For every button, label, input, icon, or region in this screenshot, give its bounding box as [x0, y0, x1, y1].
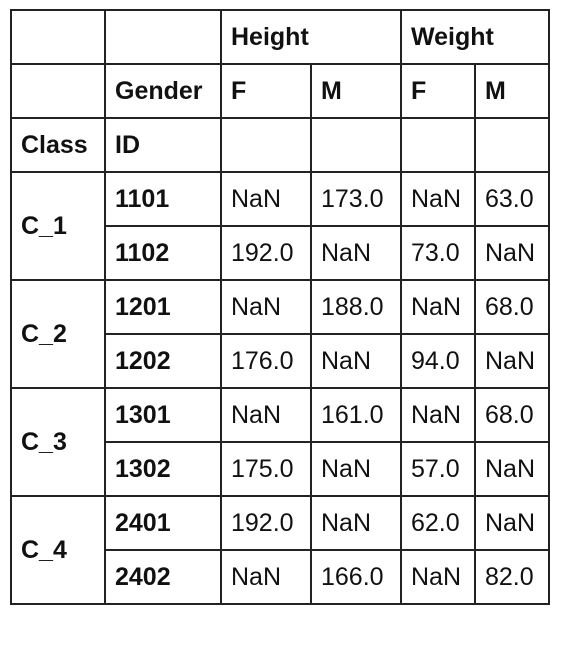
- value-cell: NaN: [401, 550, 475, 604]
- value-cell: 82.0: [475, 550, 549, 604]
- id-index-cell: 1101: [105, 172, 221, 226]
- table-header: [11, 10, 549, 172]
- id-index-cell: 1302: [105, 442, 221, 496]
- value-cell: 94.0: [401, 334, 475, 388]
- value-cell: NaN: [311, 226, 401, 280]
- value-cell: NaN: [221, 550, 311, 604]
- value-cell: 188.0: [311, 280, 401, 334]
- value-cell: NaN: [401, 172, 475, 226]
- value-cell: NaN: [475, 226, 549, 280]
- value-cell: NaN: [221, 388, 311, 442]
- id-index-cell: 1201: [105, 280, 221, 334]
- value-cell: NaN: [311, 496, 401, 550]
- value-cell: 161.0: [311, 388, 401, 442]
- id-index-label: ID: [105, 118, 221, 172]
- table-row: [11, 280, 549, 334]
- value-cell: 192.0: [221, 496, 311, 550]
- id-index-cell: 1102: [105, 226, 221, 280]
- value-cell: 68.0: [475, 388, 549, 442]
- value-cell: 73.0: [401, 226, 475, 280]
- value-cell: NaN: [311, 442, 401, 496]
- value-cell: 68.0: [475, 280, 549, 334]
- class-index-label: Class: [11, 118, 105, 172]
- value-cell: NaN: [475, 442, 549, 496]
- header-row-index-names: [11, 118, 549, 172]
- empty-header-cell: [221, 118, 311, 172]
- value-cell: 173.0: [311, 172, 401, 226]
- empty-header-cell: [475, 118, 549, 172]
- column-header-height-f: F: [221, 64, 311, 118]
- value-cell: NaN: [311, 334, 401, 388]
- corner-cell: [11, 10, 105, 64]
- empty-header-cell: [401, 118, 475, 172]
- id-index-cell: 2402: [105, 550, 221, 604]
- table-row: [11, 172, 549, 226]
- column-header-weight-f: F: [401, 64, 475, 118]
- value-cell: 175.0: [221, 442, 311, 496]
- value-cell: 166.0: [311, 550, 401, 604]
- id-index-cell: 1202: [105, 334, 221, 388]
- column-group-height: Height: [221, 10, 401, 64]
- class-index-cell: C_3: [11, 388, 105, 496]
- class-index-cell: C_4: [11, 496, 105, 604]
- column-group-weight: Weight: [401, 10, 549, 64]
- value-cell: 176.0: [221, 334, 311, 388]
- table-row: [11, 496, 549, 550]
- corner-cell: [11, 64, 105, 118]
- gender-level-label: Gender: [105, 64, 221, 118]
- value-cell: NaN: [475, 334, 549, 388]
- value-cell: NaN: [475, 496, 549, 550]
- class-index-cell: C_2: [11, 280, 105, 388]
- dataframe-table: [10, 9, 550, 605]
- id-index-cell: 2401: [105, 496, 221, 550]
- column-header-weight-m: M: [475, 64, 549, 118]
- id-index-cell: 1301: [105, 388, 221, 442]
- table-body: [11, 172, 549, 604]
- corner-cell: [105, 10, 221, 64]
- table-row: [11, 388, 549, 442]
- value-cell: NaN: [221, 280, 311, 334]
- header-row-gender: [11, 64, 549, 118]
- value-cell: 62.0: [401, 496, 475, 550]
- value-cell: 63.0: [475, 172, 549, 226]
- value-cell: 192.0: [221, 226, 311, 280]
- value-cell: NaN: [401, 280, 475, 334]
- column-header-height-m: M: [311, 64, 401, 118]
- class-index-cell: C_1: [11, 172, 105, 280]
- value-cell: NaN: [221, 172, 311, 226]
- header-row-top: [11, 10, 549, 64]
- value-cell: NaN: [401, 388, 475, 442]
- value-cell: 57.0: [401, 442, 475, 496]
- empty-header-cell: [311, 118, 401, 172]
